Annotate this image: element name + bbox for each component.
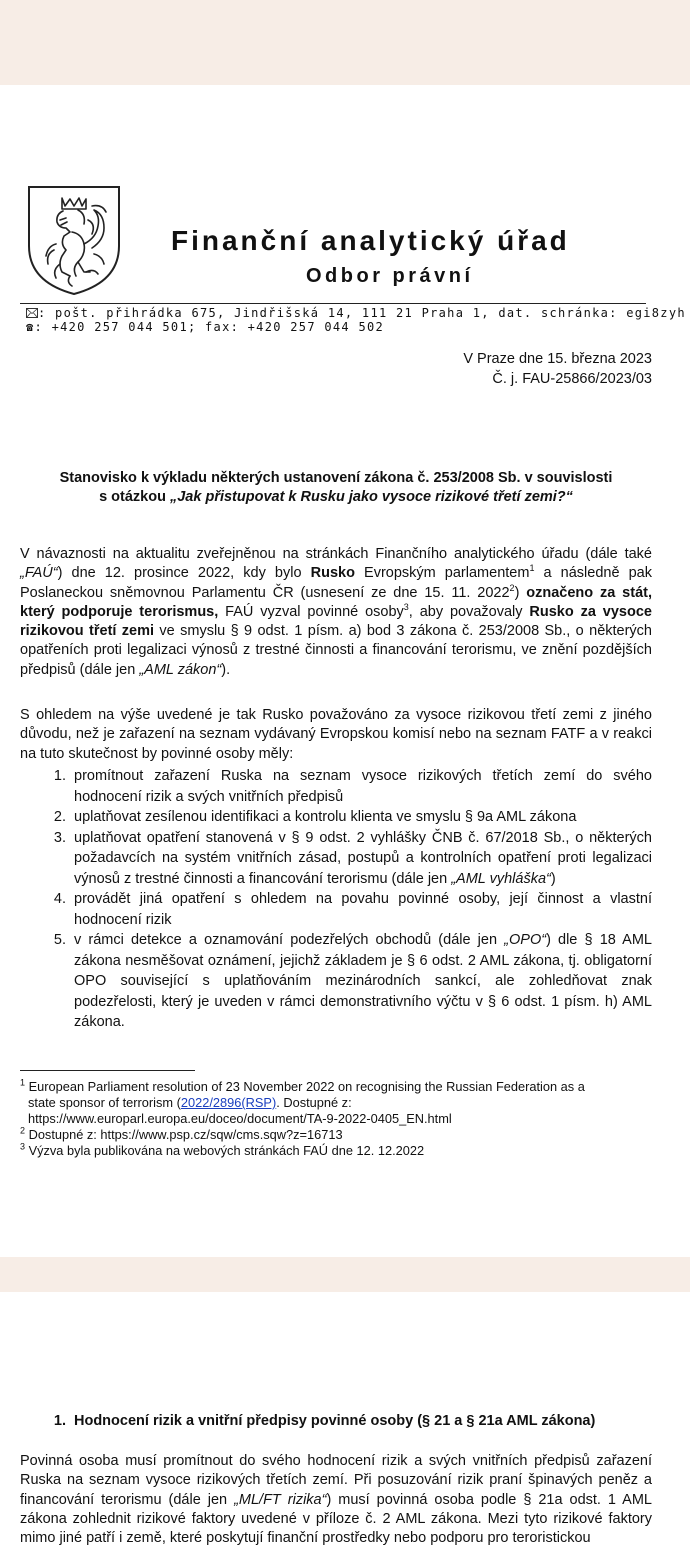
document-page-2: [0, 1292, 690, 1552]
obligations-intro-paragraph: S ohledem na výše uvedené je tak Rusko považováno za vysoce rizikovou třetí zemi z jiného důvodu, než je zařazení na seznam vydávaný Evropskou komisí nebo na seznam FATF a v reakci na tuto skutečnost by povinné osoby měly:: [20, 707, 652, 762]
department-name: Odbor právní: [306, 265, 474, 287]
footnotes: $^1$ European Parliament resolution of 23 November 2022 on recognising the Russian Federation as a state sponsor of terrorism (2022/2896(RSP). Dostupné z: https://www.europarl.europa.eu/doceo/document/TA-9-2022-0405_EN.html $^2$ Dostupné z: https://www.psp.cz/sqw/cms.sqw?z=16713 $^3$ Výzva byla publikována na webových stránkách FAÚ dne 12. 12.2022: [20, 1079, 660, 1159]
document-page-1: [0, 85, 690, 1257]
postal-contact-line: : pošt. přihrádka 675, Jindřišská 14, 111 21 Praha 1, dat. schránka: egi8zyh: [26, 306, 686, 320]
obligations-list: [20, 766, 652, 1033]
risk-assessment-paragraph: Povinná osoba musí promítnout do svého hodnocení rizik a svých vnitřních předpisů zařazení Ruska na seznam vysoce rizikových třetích zemí. Při posuzování rizik praní špinavých peněz a financování terorismu (dále jen „ML/FT rizika“) musí povinná osoba podle § 21a odst. 1 AML zákona zohlednit rizikové faktory uvedené v příloze č. 2 AML zákona. Mezi tyto rizikové faktory mimo jiné patří i země, které poskytují finanční prostředky nebo podporu pro teroristickou: [20, 1453, 652, 1547]
list-item: 2. uplatňovat zesílenou identifikaci a kontrolu klienta ve smyslu § 9a AML zákona: [70, 807, 652, 828]
list-item: 1. promítnout zařazení Ruska na seznam vysoce rizikových třetích zemí do svého hodnocení rizik a svých vnitřních předpisů: [70, 766, 652, 807]
organization-name: Finanční analytický úřad: [171, 225, 570, 256]
header-divider: [20, 303, 646, 304]
list-item: 3. uplatňovat opatření stanovená v § 9 odst. 2 vyhlášky ČNB č. 67/2018 Sb., o některých požadavcích na systém vnitřních zásad, postupů a kontrolních opatření proti legalizaci výnosů z trestné činnosti a financování terorismu (dále jen „AML vyhláška“): [70, 828, 652, 890]
list-item: 4. provádět jiná opatření s ohledem na povahu povinné osoby, její činnost a vlastní hodnocení rizik: [70, 889, 652, 930]
resolution-link[interactable]: 2022/2896(RSP): [180, 1095, 277, 1110]
phone-icon: ☎: [26, 320, 35, 334]
section-heading-list: [20, 1411, 652, 1432]
envelope-icon: [26, 306, 38, 320]
document-date: V Praze dne 15. března 2023: [463, 351, 652, 367]
document-title: Stanovisko k výkladu některých ustanovení zákona č. 253/2008 Sb. v souvislosti s otázkou „Jak přistupovat k Rusku jako vysoce rizikové třetí zemi?“: [59, 470, 613, 506]
footnote-2: $^2$ Dostupné z: https://www.psp.cz/sqw/cms.sqw?z=16713: [20, 1125, 343, 1142]
footnote-3: $^3$ Výzva byla publikována na webových stránkách FAÚ dne 12. 12.2022: [20, 1141, 425, 1158]
czech-lion-emblem: [26, 184, 122, 296]
phone-contact-line: ☎: +420 257 044 501; fax: +420 257 044 502: [26, 320, 385, 334]
section-heading: 1. Hodnocení rizik a vnitřní předpisy povinné osoby (§ 21 a § 21a AML zákona): [70, 1411, 652, 1432]
footnote-1: $^1$ European Parliament resolution of 23 November 2022 on recognising the Russian Federation as a: [20, 1077, 585, 1094]
intro-paragraph: V návaznosti na aktualitu zveřejněnou na stránkách Finančního analytického úřadu (dále také „FAÚ“) dne 12. prosince 2022, kdy bylo Rusko Evropským parlamentem$^1$ a následně pak Poslaneckou sněmovnou Parlamentu ČR (usnesení ze dne 15. 11. 2022$^2$) označeno za stát, který podporuje terorismus, FAÚ vyzval povinné osoby$^3$, aby považovaly Rusko za vysoce rizikovou třetí zemi ve smyslu § 9 odst. 1 písm. a) bod 3 zákona č. 253/2008 Sb., o některých opatřeních proti legalizaci výnosů z trestné činnosti a financování terorismu, ve znění pozdějších předpisů (dále jen „AML zákon“).: [20, 546, 652, 678]
europarl-url: https://www.europarl.europa.eu/doceo/document/TA-9-2022-0405_EN.html: [28, 1111, 452, 1126]
footnote-divider: [20, 1070, 195, 1071]
reference-number: Č. j. FAU-25866/2023/03: [492, 371, 652, 387]
list-item: 5. v rámci detekce a oznamování podezřelých obchodů (dále jen „OPO“) dle § 18 AML zákona nesměšovat oznámení, jejichž základem je § 6 odst. 2 AML zákona, tj. obligatorní OPO související s uplatňováním mezinárodních sankcí, ale zohledňovat znak podezřelosti, který je uveden v rámci demonstrativního výčtu v § 6 odst. 1 písm. h) AML zákona.: [70, 930, 652, 1033]
